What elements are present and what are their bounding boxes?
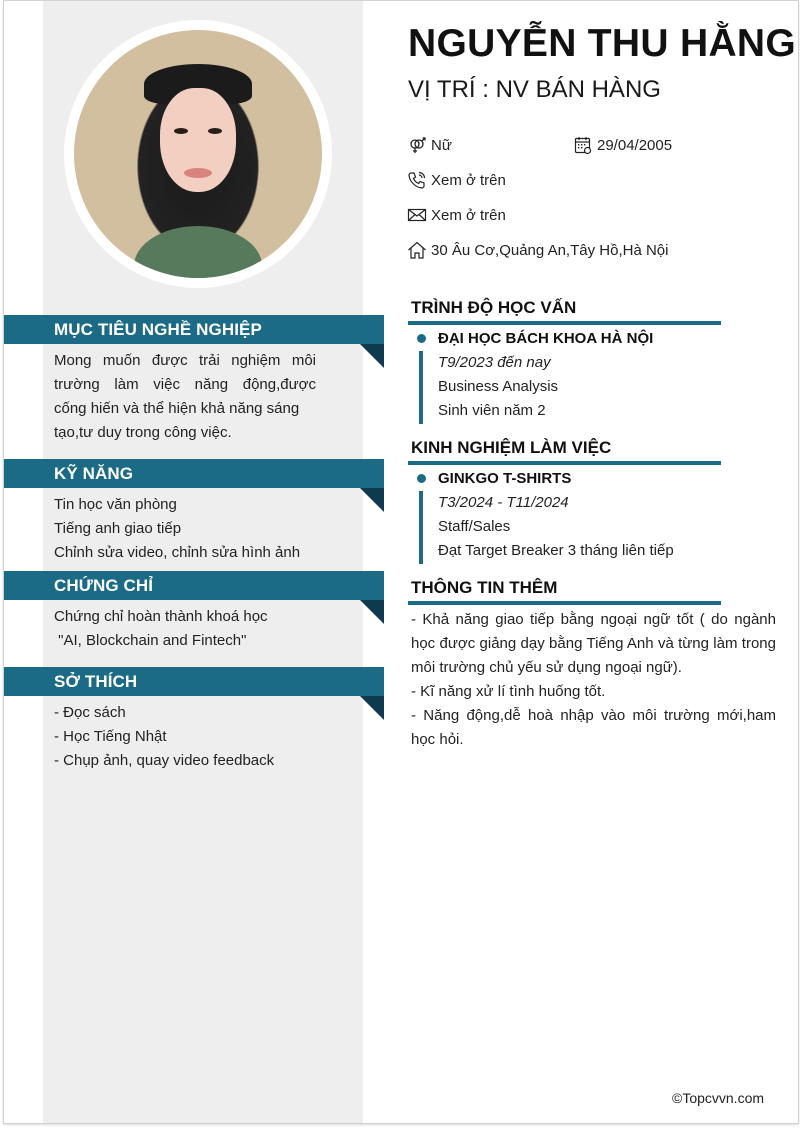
company-name: GINKGO T-SHIRTS	[438, 470, 572, 487]
phone-icon	[407, 170, 427, 190]
certificates-heading-band	[4, 571, 384, 600]
hobbies-list	[54, 701, 316, 773]
experience-title: KINH NGHIỆM LÀM VIỆC	[411, 438, 612, 457]
skill-item: Tin học văn phòng	[54, 496, 177, 513]
additional-title: THÔNG TIN THÊM	[411, 578, 558, 597]
section-rule	[408, 461, 721, 465]
objective-text: Mong muốn được trải nghiệm môi trường làm việc năng động,được cống hiến và thể hiện khả năng sáng tạo,tư duy trong công việc.	[54, 352, 316, 441]
objective-title: MỤC TIÊU NGHỀ NGHIỆP	[54, 320, 262, 339]
section-rule	[408, 321, 721, 325]
certificates-list	[54, 605, 316, 653]
skills-title: KỸ NĂNG	[54, 464, 134, 483]
timeline-line	[419, 351, 423, 424]
additional-paragraph: - Kĩ năng xử lí tình huống tốt.	[411, 683, 606, 700]
additional-paragraph: - Năng động,dễ hoà nhập vào môi trường mới,ham học hỏi.	[411, 707, 776, 748]
experience-entry	[438, 467, 674, 563]
band-fold-decoration	[360, 488, 384, 512]
band-fold-decoration	[360, 600, 384, 624]
certificate-item: Chứng chỉ hoàn thành khoá học	[54, 608, 268, 625]
hobby-item: - Đọc sách	[54, 704, 126, 721]
objective-heading-band	[4, 315, 384, 344]
candidate-role: VỊ TRÍ : NV BÁN HÀNG	[408, 76, 661, 103]
band-fold-decoration	[360, 344, 384, 368]
envelope-icon	[407, 205, 427, 225]
calendar-icon	[573, 135, 593, 155]
timeline-line	[419, 491, 423, 564]
hobby-item: - Chụp ảnh, quay video feedback	[54, 752, 275, 769]
copyright-footer: ©Topcvvn.com	[672, 1090, 765, 1106]
hobby-item: - Học Tiếng Nhật	[54, 728, 167, 745]
skill-item: Chỉnh sửa video, chỉnh sửa hình ảnh	[54, 544, 301, 561]
timeline-dot	[417, 334, 426, 343]
email-info: Xem ở trên	[407, 205, 506, 225]
band-fold-decoration	[360, 696, 384, 720]
experience-position: Staff/Sales	[438, 518, 511, 535]
address-info: 30 Âu Cơ,Quảng An,Tây Hồ,Hà Nội	[407, 240, 668, 260]
skills-heading-band	[4, 459, 384, 488]
additional-text	[411, 608, 776, 752]
education-title: TRÌNH ĐỘ HỌC VẤN	[411, 298, 577, 317]
gender-info: Nữ	[407, 135, 452, 155]
additional-paragraph: - Khả năng giao tiếp bằng ngoại ngữ tốt ( do ngành học được giảng dạy bằng Tiếng Anh và từng làm trong môi trường chủ yếu sử dụng ngoại ngữ).	[411, 611, 776, 676]
education-major: Business Analysis	[438, 378, 559, 395]
experience-period: T3/2024 - T11/2024	[438, 494, 569, 511]
hobbies-heading-band	[4, 667, 384, 696]
education-period: T9/2023 đến nay	[438, 354, 551, 371]
certificates-title: CHỨNG CHỈ	[54, 576, 154, 595]
birthday-info: 29/04/2005	[573, 135, 672, 155]
education-note: Sinh viên năm 2	[438, 402, 546, 419]
experience-achievement: Đạt Target Breaker 3 tháng liên tiếp	[438, 542, 674, 559]
education-entry	[438, 327, 653, 423]
timeline-dot	[417, 474, 426, 483]
gender-icon	[407, 135, 427, 155]
candidate-name: NGUYỄN THU HẰNG	[408, 22, 797, 65]
certificate-item: "AI, Blockchain and Fintech"	[54, 632, 247, 649]
section-rule	[408, 601, 721, 605]
skill-item: Tiếng anh giao tiếp	[54, 520, 182, 537]
school-name: ĐẠI HỌC BÁCH KHOA HÀ NỘI	[438, 330, 654, 347]
home-icon	[407, 240, 427, 260]
avatar	[74, 30, 322, 278]
hobbies-title: SỞ THÍCH	[54, 672, 138, 691]
phone-info: Xem ở trên	[407, 170, 506, 190]
skills-list	[54, 493, 316, 565]
